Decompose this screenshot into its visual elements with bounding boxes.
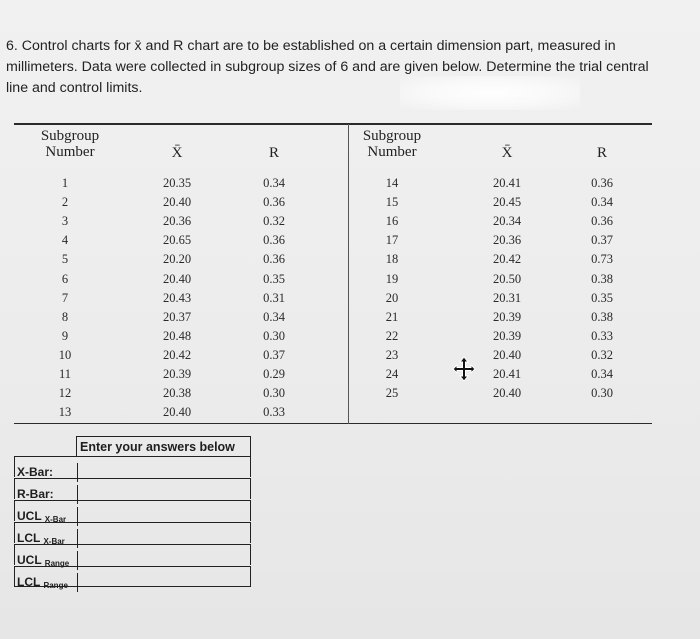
subgroup-number-cell: 18 [385,252,399,267]
xbar-cell: 20.38 [162,386,192,401]
answer-label [17,573,78,592]
subgroup-number-cell: 11 [58,367,72,381]
range-cell: 0.33 [263,405,285,420]
answer-label-text: LCL [17,531,41,545]
answer-input-field[interactable] [78,501,248,520]
range-cell: 0.73 [591,252,613,267]
xbar-cell: 20.40 [162,271,192,286]
answer-header: Enter your answers below [76,436,251,456]
xbar-cell: 20.42 [492,252,522,267]
range-cell: 0.33 [591,328,613,343]
xbar-cell: 20.41 [492,176,522,190]
subgroup-number-cell: 22 [385,328,399,343]
xbar-cell: 20.37 [162,309,192,324]
range-cell: 0.34 [263,309,285,324]
range-cell: 0.36 [263,233,285,248]
answer-label-text: UCL [17,553,42,567]
subgroup-number-cell: 16 [385,214,399,229]
range-cell: 0.36 [591,176,613,190]
xbar-cell: 20.36 [162,214,192,229]
range-cell: 0.37 [263,347,285,362]
range-cell: 0.30 [591,386,613,401]
xbar-cell: 20.40 [492,347,522,362]
subgroup-number-cell: 4 [61,233,69,248]
answer-row [14,456,251,477]
range-cell: 0.31 [263,290,285,305]
answer-input-field[interactable] [78,567,248,586]
range-cell: 0.34 [591,195,613,210]
range-cell: 0.30 [263,328,285,343]
header-xbar-left: X̄ [171,145,183,161]
xbar-cell: 20.36 [492,233,522,248]
answer-label-text: X-Bar: [17,465,54,479]
range-cell: 0.35 [591,290,613,305]
xbar-cell: 20.35 [162,176,192,190]
range-cell: 0.38 [591,309,613,324]
range-cell: 0.37 [591,233,613,248]
xbar-cell: 20.40 [162,405,192,420]
xbar-cell: 20.41 [492,367,522,381]
question-line-3: line and control limits. [6,80,143,96]
xbar-cell: 20.20 [162,252,192,267]
header-subgroup-line2: Number [367,144,417,160]
range-cell: 0.34 [263,176,285,190]
range-cell: 0.32 [591,347,613,362]
subgroup-number-cell: 13 [58,405,72,420]
table-top-rule [14,123,652,125]
subgroup-number-cell: 2 [61,195,69,210]
answer-row [14,522,251,546]
answer-row [14,566,251,590]
answer-row [14,544,251,568]
subgroup-number-cell: 24 [385,367,399,381]
range-cell: 0.38 [591,271,613,286]
answer-row [14,500,251,524]
subgroup-number-cell: 14 [385,176,399,190]
subgroup-number-cell: 6 [61,271,69,286]
subgroup-number-cell: 15 [385,195,399,210]
range-cell: 0.36 [263,195,285,210]
xbar-cell: 20.48 [162,328,192,343]
range-cell: 0.34 [591,367,613,381]
answer-input-field[interactable] [78,545,248,564]
header-subgroup-line1: Subgroup [362,128,422,144]
subgroup-number-cell: 12 [58,386,72,401]
answer-label-subscript: Range [43,581,68,590]
xbar-cell: 20.31 [492,290,522,305]
question-line-2: millimeters. Data were collected in subgroup sizes of 6 and are given below. Determine the trial central [6,59,649,75]
xbar-cell: 20.39 [492,309,522,324]
subgroup-number-cell: 3 [61,214,69,229]
answer-input-field[interactable] [78,457,248,476]
answer-label-text: R-Bar: [17,487,54,501]
range-cell: 0.29 [263,367,285,381]
header-r-left: R [268,145,279,161]
header-subgroup-left [30,128,110,160]
xbar-cell: 20.34 [492,214,522,229]
header-subgroup-line2: Number [45,144,95,160]
subgroup-number-cell: 5 [61,252,69,267]
header-subgroup-right [352,128,432,160]
xbar-cell: 20.50 [492,271,522,286]
header-r-right: R [596,145,607,161]
answer-row [14,478,251,499]
answer-input-field[interactable] [78,479,248,498]
subgroup-number-cell: 8 [61,309,69,324]
xbar-cell: 20.45 [492,195,522,210]
table-column-divider [348,124,349,424]
subgroup-number-cell: 21 [385,309,399,324]
subgroup-number-cell: 23 [385,347,399,362]
answer-label-subscript: X-Bar [43,537,65,546]
subgroup-number-cell: 9 [61,328,69,343]
subgroup-number-cell: 20 [385,290,399,305]
xbar-cell: 20.65 [162,233,192,248]
question-text [6,36,698,99]
subgroup-number-cell: 17 [385,233,399,248]
xbar-cell: 20.43 [162,290,192,305]
subgroup-number-cell: 19 [385,271,399,286]
move-cursor-icon [452,356,476,382]
answer-label-text: UCL [17,509,42,523]
xbar-cell: 20.40 [162,195,192,210]
header-xbar-right: X̄ [501,145,513,161]
header-subgroup-line1: Subgroup [40,128,100,144]
subgroup-number-cell: 10 [58,347,72,362]
range-cell: 0.32 [263,214,285,229]
answer-input-field[interactable] [78,523,248,542]
range-cell: 0.36 [263,252,285,267]
range-cell: 0.36 [591,214,613,229]
subgroup-number-cell: 1 [61,176,69,190]
range-cell: 0.30 [263,386,285,401]
xbar-cell: 20.39 [492,328,522,343]
question-line-1: 6. Control charts for x̄ and R chart are to be established on a certain dimension part, measured in [6,38,616,54]
xbar-cell: 20.40 [492,386,522,401]
answer-label-subscript: X-Bar [44,515,67,524]
xbar-cell: 20.39 [162,367,192,381]
range-cell: 0.35 [263,271,285,286]
answer-label-text: LCL [17,575,41,589]
xbar-cell: 20.42 [162,347,192,362]
subgroup-number-cell: 25 [385,386,399,401]
answer-label-subscript: Range [44,559,70,568]
subgroup-number-cell: 7 [61,290,69,305]
table-bottom-rule [14,423,652,424]
